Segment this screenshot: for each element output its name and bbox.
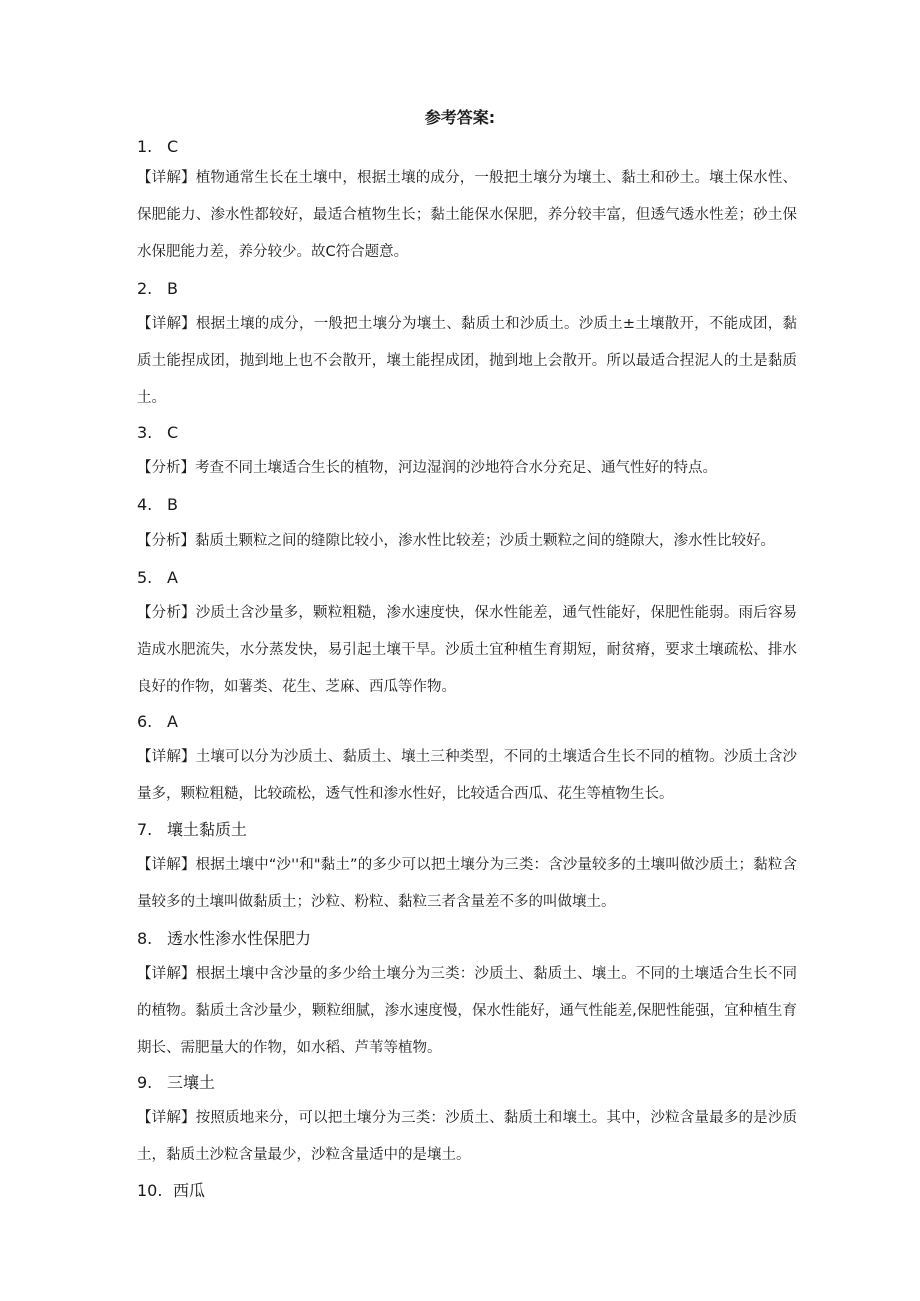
explanation-text: 根据土壤中含沙量的多少给土壤分为三类：沙质土、黏质土、壤土。不同的土壤适合生长不同的植物。黏质土含沙量少，颗粒细腻，渗水速度慢，保水性能好，通气性能差,保肥性能强，宜种植生育期长、需肥量大的作物，如水稻、芦苇等植物。 [137,966,798,1056]
answer-number: 4. [137,495,153,514]
answer-value: C [167,423,179,442]
answer-value: A [167,568,178,587]
answer-6 [137,711,178,733]
explanation-tag: 【详解】 [137,966,196,982]
explanation-3 [137,450,797,487]
explanation-tag: 【分析】 [137,605,196,621]
answer-5 [137,567,178,589]
explanation-text: 黏质土颗粒之间的缝隙比较小，渗水性比较差；沙质土颗粒之间的缝隙大，渗水性比较好。 [195,533,775,549]
explanation-6 [137,739,797,813]
page-title: 参考答案: [424,108,496,127]
answer-9 [137,1072,215,1094]
answer-value: 壤土黏质土 [167,820,248,839]
answer-3 [137,422,178,444]
explanation-5 [137,595,797,706]
explanation-text: 根据土壤的成分，一般把土壤分为壤土、黏质土和沙质土。沙质土±土壤散开，不能成团，黏质土能捏成团，抛到地上也不会散开，壤土能捏成团，抛到地上会散开。所以最适合捏泥人的土是黏质土。 [137,316,798,406]
explanation-text: 按照质地来分，可以把土壤分为三类：沙质土、黏质土和壤土。其中，沙粒含量最多的是沙质土，黏质土沙粒含量最少，沙粒含量适中的是壤土。 [137,1110,798,1163]
explanation-tag: 【分析】 [137,533,195,549]
answer-value: C [167,137,179,156]
answer-number: 10. [137,1181,163,1200]
explanation-text: 植物通常生长在土壤中，根据土壤的成分，一般把土壤分为壤土、黏土和砂土。壤土保水性、保肥能力、渗水性都较好，最适合植物生长；黏土能保水保肥，养分较丰富，但透气透水性差；砂土保水保肥能力差，养分较少。故C符合题意。 [137,170,798,260]
explanation-text: 沙质土含沙量多，颗粒粗糙，渗水速度快，保水性能差，通气性能好，保肥性能弱。雨后容易造成水肥流失，水分蒸发快，易引起土壤干旱。沙质土宜种植生育期短，耐贫瘠，要求土壤疏松、排水良好的作物，如薯类、花生、芝麻、西瓜等作物。 [137,605,798,695]
explanation-text: 根据土壤中“沙''和"黏土”的多少可以把土壤分为三类：含沙量较多的土壤叫做沙质土；黏粒含量较多的土壤叫做黏质土；沙粒、粉粒、黏粒三者含量差不多的叫做壤土。 [137,857,797,910]
explanation-7 [137,847,797,921]
answer-number: 8. [137,929,153,948]
explanation-tag: 【详解】 [137,1110,196,1126]
answer-value: A [167,712,178,731]
answer-number: 2. [137,279,153,298]
answer-number: 1. [137,137,153,156]
answer-number: 9. [137,1073,153,1092]
explanation-2 [137,306,797,417]
explanation-4 [137,523,797,560]
answer-1 [137,136,178,158]
explanation-8 [137,956,797,1067]
answer-10 [137,1180,205,1202]
explanation-tag: 【分析】 [137,460,195,476]
answer-number: 5. [137,568,153,587]
explanation-1 [137,160,797,271]
answer-4 [137,494,178,516]
answer-number: 6. [137,712,153,731]
answer-value: 西瓜 [173,1181,206,1200]
explanation-tag: 【详解】 [137,316,196,332]
answer-value: B [167,495,178,514]
explanation-9 [137,1100,797,1174]
explanation-tag: 【详解】 [137,749,196,765]
answer-7 [137,819,247,841]
explanation-tag: 【详解】 [137,857,196,873]
explanation-text: 土壤可以分为沙质土、黏质土、壤土三种类型，不同的土壤适合生长不同的植物。沙质土含沙量多，颗粒粗糙，比较疏松，透气性和渗水性好，比较适合西瓜、花生等植物生长。 [137,749,798,802]
answer-value: 透水性渗水性保肥力 [167,929,312,948]
answer-value: B [167,279,178,298]
explanation-tag: 【详解】 [137,170,196,186]
answer-8 [137,928,311,950]
answer-number: 3. [137,423,153,442]
answer-2 [137,278,178,300]
answer-value: 三壤土 [167,1073,216,1092]
answer-number: 7. [137,820,153,839]
explanation-text: 考查不同土壤适合生长的植物，河边湿润的沙地符合水分充足、通气性好的特点。 [195,460,717,476]
